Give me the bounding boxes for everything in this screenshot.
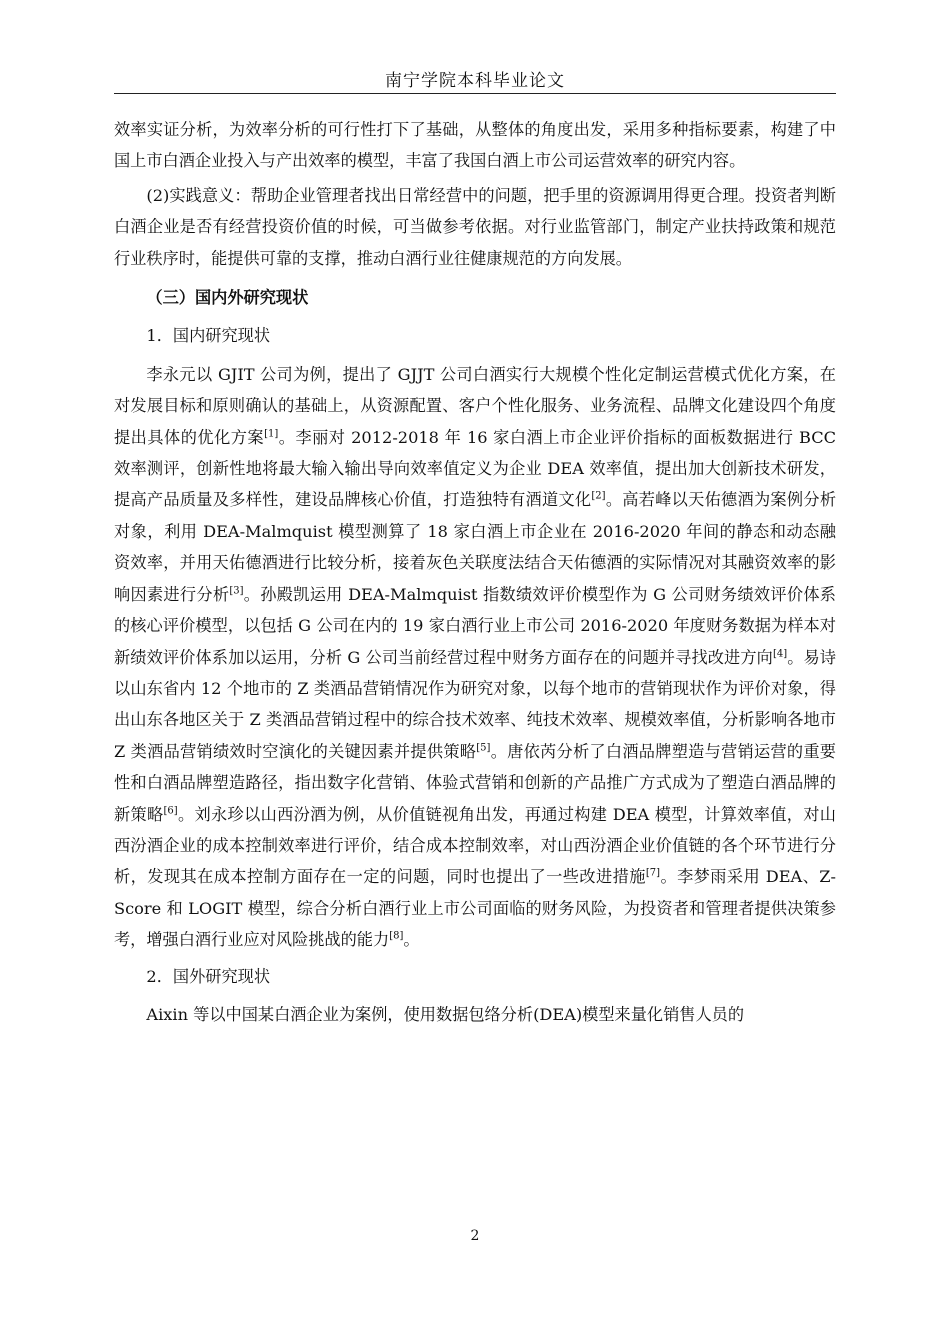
paragraph-domestic-research [114, 359, 836, 956]
citation-ref: [1] [264, 428, 279, 440]
sentence: 。易诗以山东省内 12 个地市的 Z 类酒品营销情况作为研究对象，以每个地市的营销现状作为评价对象，得出山东各地区关于 Z 类酒品营销过程中的综合技术效率、纯技术效率、规模效率值，分析影响各地市 Z 类酒品营销绩效时空演化的关键因素并提供策略 [114, 647, 836, 761]
citation-ref: [6] [163, 805, 178, 817]
header-rule [114, 93, 836, 94]
citation-ref: [7] [645, 867, 661, 879]
sentence: 。李丽对 2012-2018 年 16 家白酒上市企业评价指标的面板数据进行 BCC 效率测评，创新性地将最大输入输出导向效率值定义为企业 DEA 效率值，提出加大创新技术研发，提高产品质量及多样性，建设品牌核心价值，打造独特有酒道文化 [114, 427, 836, 510]
citation-ref: [8] [389, 930, 404, 942]
running-header-title: 南宁学院本科毕业论文 [385, 71, 565, 91]
citation-ref: [3] [229, 585, 244, 597]
sentence: 。李梦雨采用 DEA、Z-Score 和 LOGIT 模型，综合分析白酒行业上市公司面临的财务风险，为投资者和管理者提供决策参考，增强白酒行业应对风险挑战的能力 [114, 867, 836, 950]
sentence: 。刘永珍以山西汾酒为例，从价值链视角出发，再通过构建 DEA 模型，计算效率值，对山西汾酒企业的成本控制效率进行评价，结合成本控制效率，对山西汾酒企业价值链的各个环节进行分析，发现其在成本控制方面存在一定的问题，同时也提出了一些改进措施 [114, 804, 836, 887]
sentence: 。 [403, 930, 420, 950]
page-number: 2 [470, 1228, 480, 1244]
sentence: 。孙殿凯运用 DEA-Malmquist 指数绩效评价模型作为 G 公司财务绩效评价体系的核心评价模型，以包括 G 公司在内的 19 家白酒行业上市公司 2016-2020 年度财务数据为样本对新绩效评价体系加以运用，分析 G 公司当前经营过程中财务方面存在的问题并寻找改进方向 [114, 584, 836, 667]
citation-ref: [5] [476, 742, 491, 754]
section-heading: （三）国内外研究现状 [146, 288, 309, 308]
body-text [114, 114, 836, 1033]
citation-ref: [2] [591, 491, 606, 503]
citation-ref: [4] [772, 648, 788, 660]
sentence: 李永元以 GJIT 公司为例，提出了 GJJT 公司白酒实行大规模个性化定制运营模式优化方案，在对发展目标和原则确认的基础上，从资源配置、客户个性化服务、业务流程、品牌文化建设四个角度提出具体的优化方案 [114, 364, 836, 447]
sentence: 。唐依芮分析了白酒品牌塑造与营销运营的重要性和白酒品牌塑造路径，指出数字化营销、体验式营销和创新的产品推广方式成为了塑造白酒品牌的新策略 [114, 741, 836, 824]
sentence: 。高若峰以天佑德酒为案例分析对象，利用 DEA-Malmquist 模型测算了 18 家白酒上市企业在 2016-2020 年间的静态和动态融资效率，并用天佑德酒进行比较分析，接着灰色关联度法结合天佑德酒的实际情况对其融资效率的影响因素进行分析 [114, 490, 837, 604]
paragraph-foreign-research: Aixin 等以中国某白酒企业为案例，使用数据包络分析(DEA)模型来量化销售人员的 [146, 1004, 745, 1024]
subsection-heading-foreign: 2．国外研究现状 [146, 966, 271, 986]
subsection-heading-domestic: 1．国内研究现状 [146, 326, 271, 346]
paragraph-continued: 效率实证分析，为效率分析的可行性打下了基础，从整体的角度出发，采用多种指标要素，构建了中国上市白酒企业投入与产出效率的模型，丰富了我国白酒上市公司运营效率的研究内容。 [114, 120, 836, 171]
paragraph-practical-significance: (2)实践意义：帮助企业管理者找出日常经营中的问题，把手里的资源调用得更合理。投资者判断白酒企业是否有经营投资价值的时候，可当做参考依据。对行业监管部门，制定产业扶持政策和规范行业秩序时，能提供可靠的支撑，推动白酒行业往健康规范的方向发展。 [114, 185, 836, 268]
